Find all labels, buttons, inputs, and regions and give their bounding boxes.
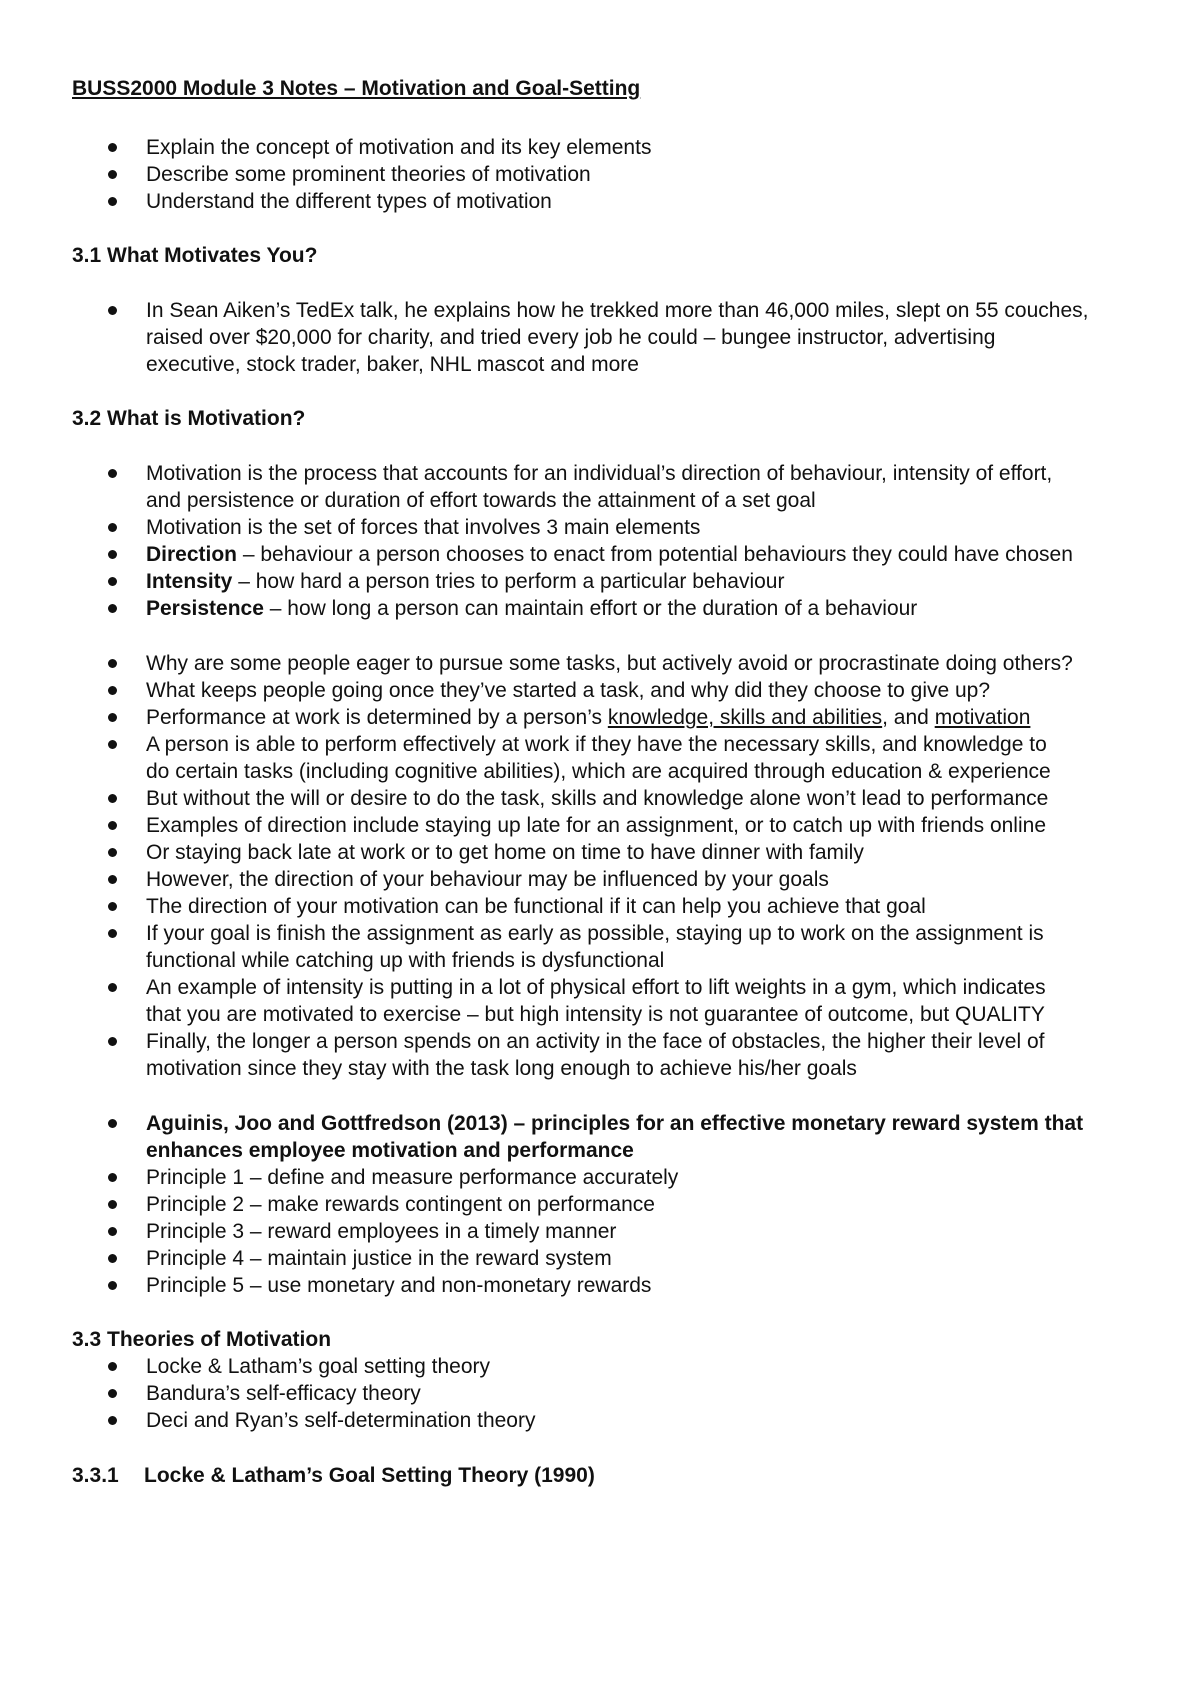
list-item: Or staying back late at work or to get home on time to have dinner with family <box>146 841 864 864</box>
theory-item: Bandura’s self-efficacy theory <box>146 1382 421 1405</box>
principle-item: Principle 3 – reward employees in a timely manner <box>146 1220 617 1243</box>
bullet-icon <box>108 1119 117 1128</box>
list-item: Motivation is the set of forces that involves 3 main elements <box>146 516 701 539</box>
term-persistence: Persistence <box>146 597 264 620</box>
list-item-line: A person is able to perform effectively at work if they have the necessary skills, and knowledge to <box>146 733 1047 756</box>
bullet-icon <box>108 523 117 532</box>
theory-item: Locke & Latham’s goal setting theory <box>146 1355 490 1378</box>
principle-item: Principle 2 – make rewards contingent on performance <box>146 1193 655 1216</box>
bullet-icon <box>108 469 117 478</box>
list-item-line: Motivation is the process that accounts for an individual’s direction of behaviour, intensity of effort, <box>146 462 1053 485</box>
list-item: What keeps people going once they’ve started a task, and why did they choose to give up? <box>146 679 991 702</box>
bullet-icon <box>108 713 117 722</box>
bullet-icon <box>108 659 117 668</box>
section-title: Locke & Latham’s Goal Setting Theory (1990) <box>144 1464 595 1487</box>
principle-item: Principle 1 – define and measure performance accurately <box>146 1166 679 1189</box>
list-item-line: that you are motivated to exercise – but high intensity is not guarantee of outcome, but QUALITY <box>146 1003 1045 1026</box>
objective-item: Explain the concept of motivation and its key elements <box>146 136 652 159</box>
list-item: But without the will or desire to do the task, skills and knowledge alone won’t lead to performance <box>146 787 1049 810</box>
definition-direction: – behaviour a person chooses to enact from potential behaviours they could have chosen <box>237 543 1073 566</box>
list-item-line: functional while catching up with friends is dysfunctional <box>146 949 665 972</box>
list-item: However, the direction of your behaviour may be influenced by your goals <box>146 868 829 891</box>
bullet-icon <box>108 1389 117 1398</box>
bullet-icon <box>108 794 117 803</box>
list-item-line: executive, stock trader, baker, NHL mascot and more <box>146 353 639 376</box>
bullet-icon <box>108 143 117 152</box>
theory-item: Deci and Ryan’s self-determination theory <box>146 1409 536 1432</box>
bullet-icon <box>108 306 117 315</box>
bullet-icon <box>108 604 117 613</box>
bullet-icon <box>108 577 117 586</box>
document-title: BUSS2000 Module 3 Notes – Motivation and Goal-Setting <box>72 77 641 100</box>
objective-item: Understand the different types of motivation <box>146 190 552 213</box>
list-item: The direction of your motivation can be functional if it can help you achieve that goal <box>146 895 926 918</box>
definition-intensity: – how hard a person tries to perform a particular behaviour <box>232 570 785 593</box>
term-direction: Direction <box>146 543 238 566</box>
list-item-line: motivation since they stay with the task long enough to achieve his/her goals <box>146 1057 857 1080</box>
bullet-icon <box>108 821 117 830</box>
bullet-icon <box>108 740 117 749</box>
section-heading-3-3: 3.3 Theories of Motivation <box>72 1328 332 1351</box>
bullet-icon <box>108 902 117 911</box>
list-item-line: Finally, the longer a person spends on an activity in the face of obstacles, the higher their level of <box>146 1030 1045 1053</box>
underlined-motivation: motivation <box>934 706 1031 729</box>
section-heading-3-3-1 <box>72 1461 595 1490</box>
section-heading-3-1: 3.1 What Motivates You? <box>72 244 318 267</box>
list-item: Examples of direction include staying up late for an assignment, or to catch up with friends online <box>146 814 1046 837</box>
bullet-icon <box>108 1227 117 1236</box>
list-item-line: and persistence or duration of effort towards the attainment of a set goal <box>146 489 816 512</box>
list-item-performance <box>146 703 1030 732</box>
definition-persistence: – how long a person can maintain effort or the duration of a behaviour <box>263 597 918 620</box>
text-run: , and <box>882 706 935 729</box>
bullet-icon <box>108 1281 117 1290</box>
text-run: Performance at work is determined by a person’s <box>146 706 608 729</box>
list-item-line: If your goal is finish the assignment as early as possible, staying up to work on the assignment is <box>146 922 1044 945</box>
list-item-persistence <box>146 594 917 623</box>
bullet-icon <box>108 1173 117 1182</box>
principle-item: Principle 4 – maintain justice in the reward system <box>146 1247 612 1270</box>
principle-item: Principle 5 – use monetary and non-monetary rewards <box>146 1274 652 1297</box>
bullet-icon <box>108 1254 117 1263</box>
bullet-icon <box>108 686 117 695</box>
list-item-line: In Sean Aiken’s TedEx talk, he explains how he trekked more than 46,000 miles, slept on 55 couches, <box>146 299 1089 322</box>
list-item-line: do certain tasks (including cognitive abilities), which are acquired through education & experience <box>146 760 1051 783</box>
list-item-line: raised over $20,000 for charity, and tried every job he could – bungee instructor, advertising <box>146 326 996 349</box>
bullet-icon <box>108 170 117 179</box>
bullet-icon <box>108 197 117 206</box>
objective-item: Describe some prominent theories of motivation <box>146 163 591 186</box>
underlined-ksa: knowledge, skills and abilities <box>607 706 883 729</box>
bullet-icon <box>108 1200 117 1209</box>
section-number: 3.3.1 <box>72 1464 119 1487</box>
bullet-icon <box>108 1037 117 1046</box>
bullet-icon <box>108 1416 117 1425</box>
bullet-icon <box>108 848 117 857</box>
section-heading-3-2: 3.2 What is Motivation? <box>72 407 306 430</box>
bullet-icon <box>108 983 117 992</box>
bullet-icon <box>108 1362 117 1371</box>
bullet-icon <box>108 550 117 559</box>
term-intensity: Intensity <box>146 570 233 593</box>
bullet-icon <box>108 875 117 884</box>
list-item-intensity <box>146 567 784 596</box>
list-item: Why are some people eager to pursue some tasks, but actively avoid or procrastinate doing others? <box>146 652 1073 675</box>
list-item-line-bold: Aguinis, Joo and Gottfredson (2013) – principles for an effective monetary reward system that <box>146 1112 1084 1135</box>
bullet-icon <box>108 929 117 938</box>
list-item-direction <box>146 540 1073 569</box>
list-item-line-bold: enhances employee motivation and performance <box>146 1139 634 1162</box>
list-item-line: An example of intensity is putting in a lot of physical effort to lift weights in a gym, which indicates <box>146 976 1046 999</box>
